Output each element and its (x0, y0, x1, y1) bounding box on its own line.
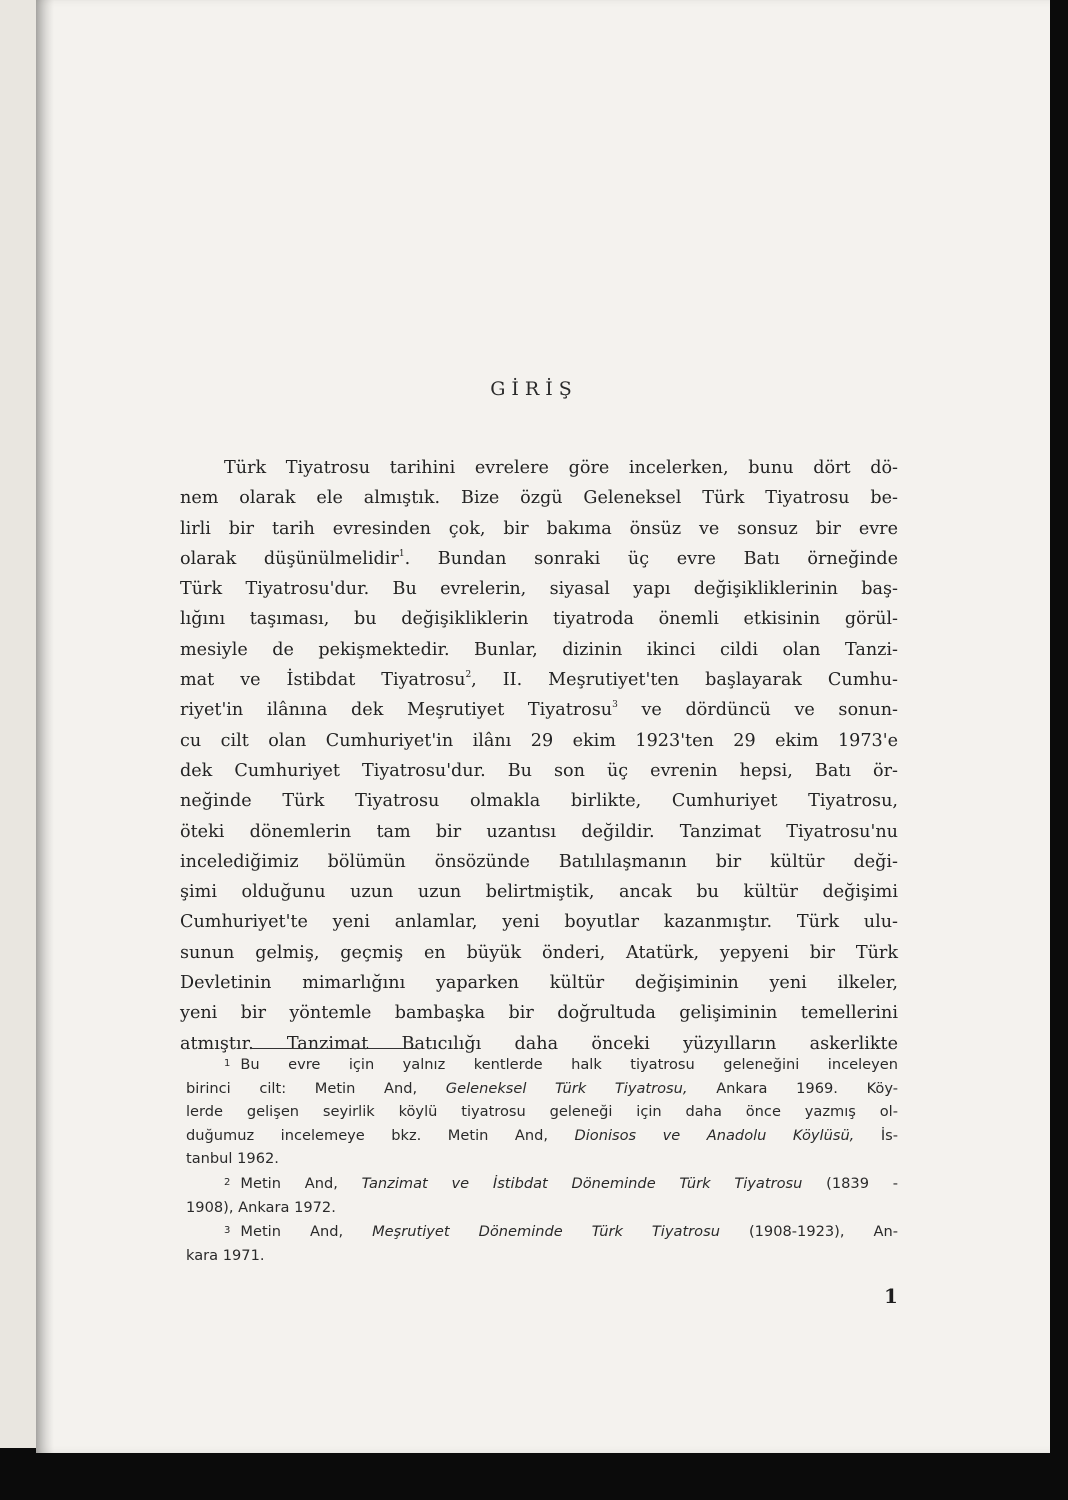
page-number: 1 (884, 1284, 898, 1308)
body-line: öteki dönemlerin tam bir uzantısı değildir. Tanzimat Tiyatrosu'nu (180, 821, 898, 842)
footnote-3-line: $^3$ Metin And, Meşrutiyet Döneminde Türk Tiyatrosu (1908-1923), An- (224, 1223, 898, 1241)
body-line: mat ve İstibdat Tiyatrosu$^2$, II. Meşrutiyet'ten başlayarak Cumhu- (180, 670, 898, 691)
body-line: Türk Tiyatrosu'dur. Bu evrelerin, siyasal yapı değişikliklerinin baş- (180, 579, 898, 600)
body-line: şimi olduğunu uzun uzun belirtmiştik, ancak bu kültür değişimi (180, 882, 898, 903)
footnote-1-line: lerde gelişen seyirlik köylü tiyatrosu geleneği için daha önce yazmış ol- (186, 1103, 898, 1121)
footnotes (186, 1052, 898, 1267)
body-line: lirli bir tarih evresinden çok, bir bakıma önsüz ve sonsuz bir evre (180, 518, 898, 539)
footnote-1-line: tanbul 1962. (186, 1150, 279, 1168)
footnote-2-line: $^2$ Metin And, Tanzimat ve İstibdat Döneminde Türk Tiyatrosu (1839 - (224, 1174, 898, 1192)
spine-shadow (36, 0, 54, 1453)
footnote-2-line: 1908), Ankara 1972. (186, 1198, 336, 1216)
body-paragraph (180, 453, 898, 1059)
body-line: cu cilt olan Cumhuriyet'in ilânı 29 ekim 1923'ten 29 ekim 1973'e (180, 730, 898, 751)
body-line: lığını taşıması, bu değişikliklerin tiyatroda önemli etkisinin görül- (180, 609, 898, 630)
footnote-3-line: kara 1971. (186, 1246, 265, 1264)
footnote-1-line: $^1$ Bu evre için yalnız kentlerde halk tiyatrosu geleneğini inceleyen (224, 1056, 898, 1073)
body-line: mesiyle de pekişmektedir. Bunlar, dizinin ikinci cildi olan Tanzi- (180, 639, 898, 660)
footnote-ref-2: 2 (465, 670, 472, 681)
page-title: GİRİŞ (490, 378, 578, 400)
body-line: dek Cumhuriyet Tiyatrosu'dur. Bu son üç evrenin hepsi, Batı ör- (180, 760, 898, 781)
footnote-marker: 3 (224, 1225, 231, 1237)
body-line: olarak düşünülmelidir$^1$. Bundan sonraki üç evre Batı örneğinde (180, 548, 898, 569)
body-line: atmıştır. Tanzimat Batıcılığı daha önceki yüzyılların askerlikte (180, 1033, 898, 1054)
body-line: yeni bir yöntemle bambaşka bir doğrultuda gelişiminin temellerini (180, 1003, 898, 1024)
body-line: Devletinin mimarlığını yaparken kültür değişiminin yeni ilkeler, (180, 973, 898, 994)
body-line: sunun gelmiş, geçmiş en büyük önderi, Atatürk, yepyeni bir Türk (180, 942, 898, 963)
footnote-1-line: duğumuz incelemeye bkz. Metin And, Dionisos ve Anadolu Köylüsü, İs- (186, 1126, 898, 1144)
body-line: riyet'in ilânına dek Meşrutiyet Tiyatrosu$^3$ ve dördüncü ve sonun- (180, 700, 898, 721)
footnote-marker: 2 (224, 1176, 231, 1188)
footnote-marker: 1 (224, 1058, 231, 1069)
body-line: incelediğimiz bölümün önsözünde Batılılaşmanın bir kültür deği- (180, 851, 898, 872)
footnote-1-line: birinci cilt: Metin And, Geleneksel Türk Tiyatrosu, Ankara 1969. Köy- (186, 1079, 898, 1097)
footnote-ref-3: 3 (612, 700, 618, 711)
footnote-ref-1: 1 (398, 548, 405, 559)
body-line: Türk Tiyatrosu tarihini evrelere göre incelerken, bunu dört dö- (224, 458, 898, 478)
body-line: nem olarak ele almıştık. Bize özgü Geleneksel Türk Tiyatrosu be- (180, 488, 898, 509)
body-line: neğinde Türk Tiyatrosu olmakla birlikte, Cumhuriyet Tiyatrosu, (180, 791, 898, 812)
body-line: Cumhuriyet'te yeni anlamlar, yeni boyutlar kazanmıştır. Türk ulu- (180, 912, 898, 933)
footnote-divider (250, 1048, 416, 1049)
